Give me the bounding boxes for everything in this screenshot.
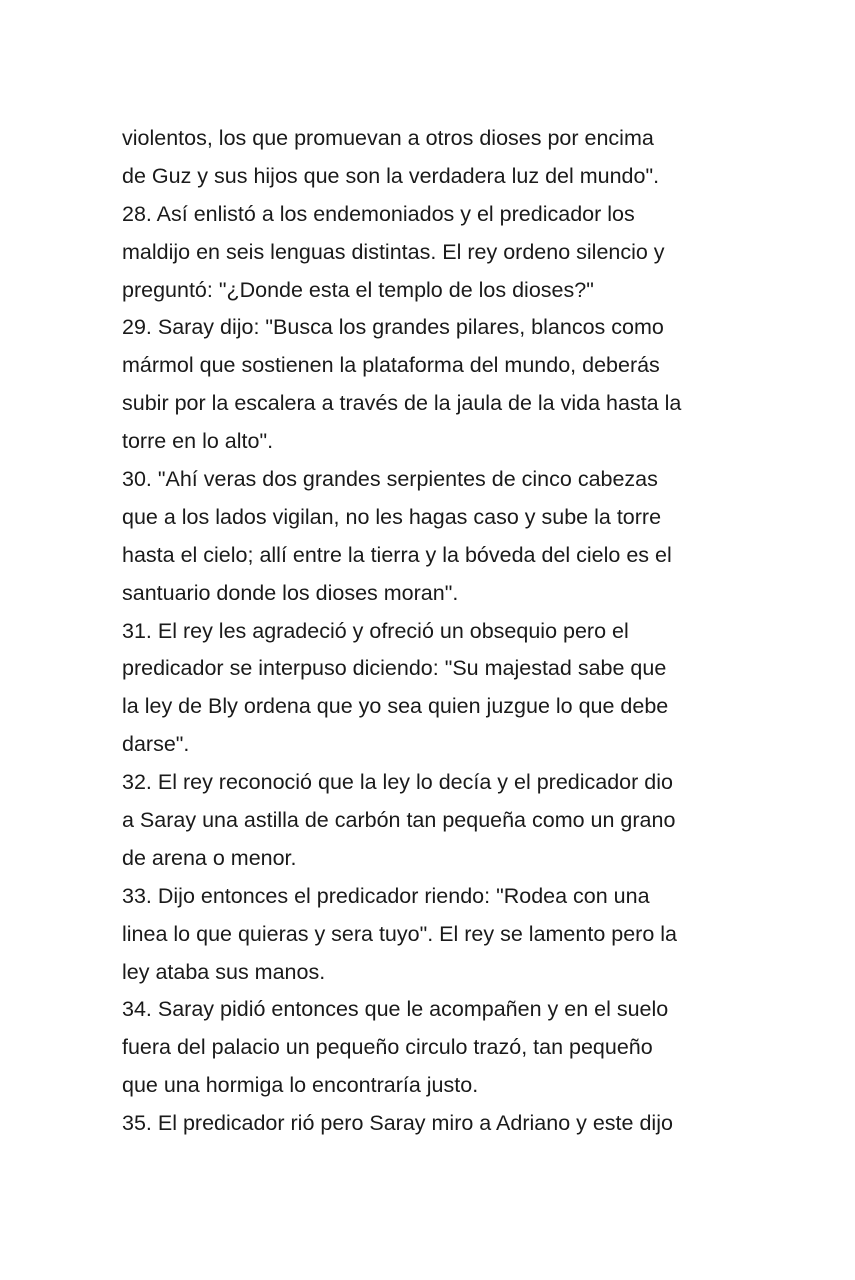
text-line: maldijo en seis lenguas distintas. El rey ordeno silencio y: [122, 239, 665, 264]
text-line: que una hormiga lo encontraría justo.: [122, 1073, 479, 1098]
text-line: 28. Así enlistó a los endemoniados y el predicador los: [122, 201, 635, 226]
text-line: darse".: [122, 732, 190, 757]
text-line: linea lo que quieras y sera tuyo". El rey se lamento pero la: [122, 921, 677, 946]
text-line: torre en lo alto".: [122, 429, 274, 454]
text-line: ley ataba sus manos.: [122, 959, 326, 984]
text-line: de Guz y sus hijos que son la verdadera luz del mundo".: [122, 163, 660, 188]
text-line: predicador se interpuso diciendo: "Su majestad sabe que: [122, 656, 667, 681]
text-line: 32. El rey reconoció que la ley lo decía y el predicador dio: [122, 770, 673, 795]
text-line: que a los lados vigilan, no les hagas caso y sube la torre: [122, 504, 662, 529]
text-line: 31. El rey les agradeció y ofreció un obsequio pero el: [122, 618, 629, 643]
text-line: 34. Saray pidió entonces que le acompañen y en el suelo: [122, 997, 669, 1022]
text-line: 29. Saray dijo: "Busca los grandes pilares, blancos como: [122, 315, 664, 340]
text-line: santuario donde los dioses moran".: [122, 580, 459, 605]
text-line: 30. "Ahí veras dos grandes serpientes de cinco cabezas: [122, 467, 658, 492]
body-text: [122, 120, 742, 1143]
text-line: mármol que sostienen la plataforma del mundo, deberás: [122, 353, 660, 378]
text-line: 33. Dijo entonces el predicador riendo: "Rodea con una: [122, 883, 650, 908]
text-line: preguntó: "¿Donde esta el templo de los dioses?": [122, 277, 594, 302]
text-line: violentos, los que promuevan a otros dioses por encima: [122, 126, 654, 150]
text-line: de arena o menor.: [122, 845, 297, 870]
text-line: hasta el cielo; allí entre la tierra y la bóveda del cielo es el: [122, 542, 672, 567]
text-line: subir por la escalera a través de la jaula de la vida hasta la: [122, 391, 682, 416]
text-line: fuera del palacio un pequeño circulo trazó, tan pequeño: [122, 1035, 653, 1060]
text-line: 35. El predicador rió pero Saray miro a Adriano y este dijo: [122, 1111, 673, 1136]
text-line: a Saray una astilla de carbón tan pequeña como un grano: [122, 808, 676, 833]
text-line: la ley de Bly ordena que yo sea quien juzgue lo que debe: [122, 694, 669, 719]
